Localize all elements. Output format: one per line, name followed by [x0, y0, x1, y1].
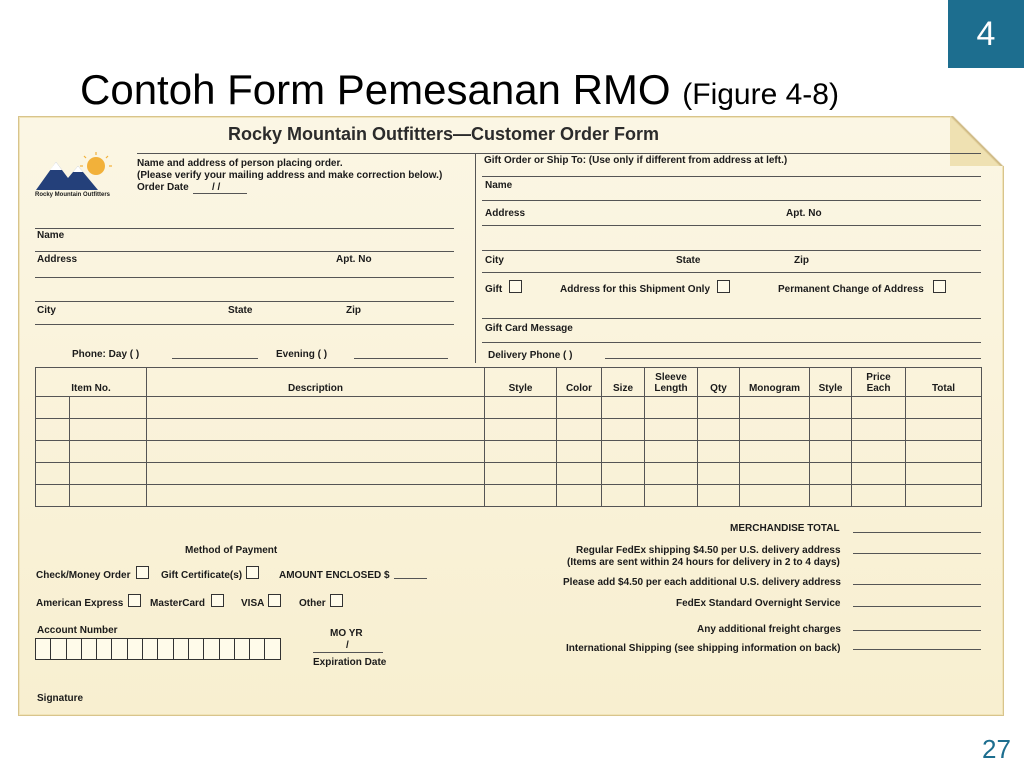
- cell[interactable]: [602, 441, 645, 463]
- ship-to-address-label: Address: [485, 208, 526, 219]
- cell[interactable]: [698, 419, 740, 441]
- delivery-phone-field[interactable]: [605, 358, 981, 359]
- account-digit-cell[interactable]: [127, 638, 143, 660]
- ship-to-zip-label: Zip: [794, 255, 809, 266]
- cell[interactable]: [36, 419, 70, 441]
- check-checkbox[interactable]: [136, 566, 149, 579]
- permanent-change-checkbox[interactable]: [933, 280, 946, 293]
- cell[interactable]: [147, 485, 485, 507]
- orderer-address-line2[interactable]: [35, 301, 454, 302]
- cell[interactable]: [810, 441, 852, 463]
- form-title: Rocky Mountain Outfitters—Customer Order Form: [228, 124, 660, 144]
- cell[interactable]: [645, 441, 698, 463]
- phone-evening-label: Evening ( ): [276, 349, 328, 360]
- slide-title-text: Contoh Form Pemesanan RMO: [80, 66, 671, 113]
- col-size: Size: [602, 368, 645, 397]
- cell[interactable]: [906, 485, 982, 507]
- ship-to-city-label: City: [485, 255, 504, 266]
- cell[interactable]: [70, 441, 147, 463]
- delivery-phone-label: Delivery Phone ( ): [488, 350, 573, 361]
- account-digit-cell[interactable]: [249, 638, 265, 660]
- table-header-row: [36, 368, 982, 397]
- merchandise-total-label: MERCHANDISE TOTAL: [730, 523, 840, 534]
- cell[interactable]: [852, 397, 906, 419]
- amount-enclosed-field[interactable]: [394, 578, 427, 579]
- ship-to-address-line2[interactable]: [482, 250, 981, 251]
- cell[interactable]: [740, 463, 810, 485]
- freight-label: Any additional freight charges: [697, 624, 841, 635]
- cell[interactable]: [852, 441, 906, 463]
- cell[interactable]: [70, 419, 147, 441]
- orderer-city-label: City: [37, 305, 56, 316]
- table-row: [36, 463, 982, 485]
- cell[interactable]: [70, 463, 147, 485]
- amex-label: American Express: [36, 598, 124, 609]
- ship-to-rule-gift: [482, 318, 981, 319]
- amex-checkbox[interactable]: [128, 594, 141, 607]
- cell[interactable]: [906, 441, 982, 463]
- account-digit-cell[interactable]: [35, 638, 51, 660]
- account-digit-cell[interactable]: [203, 638, 219, 660]
- permanent-change-label: Permanent Change of Address: [778, 284, 924, 295]
- cell[interactable]: [485, 419, 557, 441]
- cell[interactable]: [602, 463, 645, 485]
- orderer-apt-label: Apt. No: [336, 254, 372, 265]
- table-body: [36, 397, 982, 507]
- expiration-field[interactable]: [313, 652, 383, 653]
- account-digit-cell[interactable]: [173, 638, 189, 660]
- additional-address-label: Please add $4.50 per each additional U.S. delivery address: [563, 577, 841, 588]
- cell[interactable]: [147, 419, 485, 441]
- orderer-state-label: State: [228, 305, 253, 316]
- figure-reference: (Figure 4-8): [682, 78, 839, 111]
- cell[interactable]: [36, 397, 70, 419]
- cell[interactable]: [906, 397, 982, 419]
- cell[interactable]: [810, 485, 852, 507]
- cell[interactable]: [602, 397, 645, 419]
- cell[interactable]: [698, 463, 740, 485]
- orderer-address-field[interactable]: [35, 277, 454, 278]
- account-digit-cell[interactable]: [50, 638, 66, 660]
- expiration-label: Expiration Date: [313, 657, 387, 668]
- account-digit-cell[interactable]: [188, 638, 204, 660]
- payment-heading: Method of Payment: [185, 545, 278, 556]
- table-row: [36, 485, 982, 507]
- mo-yr-label: MO YR: [330, 628, 363, 639]
- cell[interactable]: [810, 419, 852, 441]
- expiration-slash: /: [346, 640, 349, 651]
- address-shipment-label: Address for this Shipment Only: [560, 284, 711, 295]
- regular-fedex-field[interactable]: [853, 553, 981, 554]
- cell[interactable]: [70, 485, 147, 507]
- merchandise-total-field[interactable]: [853, 532, 981, 533]
- cell[interactable]: [557, 441, 602, 463]
- phone-evening-field[interactable]: [354, 358, 448, 359]
- order-items-table: [35, 367, 982, 507]
- cell[interactable]: [906, 419, 982, 441]
- ship-to-state-label: State: [676, 255, 701, 266]
- ship-to-address-field[interactable]: [482, 225, 981, 226]
- cell[interactable]: [485, 463, 557, 485]
- gift-cert-label: Gift Certificate(s): [161, 570, 243, 581]
- additional-address-field[interactable]: [853, 584, 981, 585]
- other-label: Other: [299, 598, 326, 609]
- cell[interactable]: [740, 397, 810, 419]
- cell[interactable]: [740, 441, 810, 463]
- ship-to-rule-1: [482, 176, 981, 177]
- gift-card-message-label: Gift Card Message: [485, 323, 573, 334]
- international-field[interactable]: [853, 649, 981, 650]
- page-number: 27: [982, 734, 1011, 764]
- orderer-name-label: Name: [37, 230, 65, 241]
- cell[interactable]: [698, 485, 740, 507]
- account-number-label: Account Number: [37, 625, 118, 636]
- cell[interactable]: [906, 463, 982, 485]
- account-digit-cell[interactable]: [157, 638, 173, 660]
- regular-fedex-note: (Items are sent within 24 hours for delivery in 2 to 4 days): [567, 557, 840, 568]
- cell[interactable]: [36, 441, 70, 463]
- col-sleeve-length: Sleeve Length: [645, 368, 698, 397]
- cell[interactable]: [70, 397, 147, 419]
- phone-day-field[interactable]: [172, 358, 258, 359]
- cell[interactable]: [852, 463, 906, 485]
- cell[interactable]: [557, 485, 602, 507]
- regular-fedex-label: Regular FedEx shipping $4.50 per U.S. delivery address: [576, 545, 841, 556]
- cell[interactable]: [602, 419, 645, 441]
- cell[interactable]: [147, 397, 485, 419]
- phone-day-label: Phone: Day ( ): [72, 349, 140, 360]
- orderer-subheading: (Please verify your mailing address and make correction below.): [137, 170, 443, 181]
- other-checkbox[interactable]: [330, 594, 343, 607]
- account-digit-cell[interactable]: [219, 638, 235, 660]
- cell[interactable]: [147, 463, 485, 485]
- col-color: Color: [557, 368, 602, 397]
- divider-top: [35, 228, 454, 229]
- col-price-each: Price Each: [852, 368, 906, 397]
- cell[interactable]: [557, 419, 602, 441]
- cell[interactable]: [602, 485, 645, 507]
- col-total: Total: [906, 368, 982, 397]
- ship-to-city-field[interactable]: [482, 272, 981, 273]
- cell[interactable]: [740, 485, 810, 507]
- ship-to-name-field[interactable]: [482, 200, 981, 201]
- cell[interactable]: [810, 397, 852, 419]
- cell[interactable]: [852, 485, 906, 507]
- logo-caption: Rocky Mountain Outfitters: [35, 192, 111, 198]
- amount-enclosed-label: AMOUNT ENCLOSED $: [279, 570, 390, 581]
- order-date-separators: / /: [212, 182, 221, 193]
- account-digit-cell[interactable]: [111, 638, 127, 660]
- mastercard-label: MasterCard: [150, 598, 206, 609]
- check-label: Check/Money Order: [36, 570, 131, 581]
- orderer-city-field[interactable]: [35, 324, 454, 325]
- table-row: [36, 397, 982, 419]
- table-row: [36, 441, 982, 463]
- orderer-heading: Name and address of person placing order.: [137, 158, 343, 169]
- ship-to-heading: Gift Order or Ship To: (Use only if different from address at left.): [484, 155, 788, 166]
- cell[interactable]: [645, 485, 698, 507]
- page-fold-corner: [950, 116, 1004, 166]
- overnight-label: FedEx Standard Overnight Service: [676, 598, 841, 609]
- account-digit-cell[interactable]: [81, 638, 97, 660]
- cell[interactable]: [147, 441, 485, 463]
- gift-label: Gift: [485, 284, 503, 295]
- cell[interactable]: [36, 485, 70, 507]
- account-digit-cell[interactable]: [234, 638, 250, 660]
- order-date-label: Order Date: [137, 182, 189, 193]
- visa-label: VISA: [241, 598, 265, 609]
- account-number-field[interactable]: [35, 638, 280, 660]
- orderer-name-field[interactable]: [35, 251, 454, 252]
- orderer-zip-label: Zip: [346, 305, 361, 316]
- account-digit-cell[interactable]: [66, 638, 82, 660]
- cell[interactable]: [557, 397, 602, 419]
- ship-to-name-label: Name: [485, 180, 513, 191]
- visa-checkbox[interactable]: [268, 594, 281, 607]
- cell[interactable]: [485, 441, 557, 463]
- col-monogram: Monogram: [740, 368, 810, 397]
- cell[interactable]: [740, 419, 810, 441]
- mastercard-checkbox[interactable]: [211, 594, 224, 607]
- chapter-badge: 4: [948, 0, 1024, 68]
- table-row: [36, 419, 982, 441]
- col-item-no: Item No.: [36, 368, 147, 397]
- cell[interactable]: [852, 419, 906, 441]
- column-divider: [475, 153, 476, 363]
- cell[interactable]: [36, 463, 70, 485]
- cell[interactable]: [810, 463, 852, 485]
- cell[interactable]: [645, 463, 698, 485]
- col-style: Style: [485, 368, 557, 397]
- ship-to-apt-label: Apt. No: [786, 208, 822, 219]
- overnight-field[interactable]: [853, 606, 981, 607]
- gift-checkbox[interactable]: [509, 280, 522, 293]
- cell[interactable]: [698, 441, 740, 463]
- slide-title: [80, 66, 839, 114]
- cell[interactable]: [645, 419, 698, 441]
- account-digit-cell[interactable]: [142, 638, 158, 660]
- col-qty: Qty: [698, 368, 740, 397]
- account-digit-cell[interactable]: [264, 638, 280, 660]
- gift-card-message-field[interactable]: [482, 342, 981, 343]
- cell[interactable]: [485, 485, 557, 507]
- address-shipment-checkbox[interactable]: [717, 280, 730, 293]
- international-label: International Shipping (see shipping information on back): [566, 643, 841, 654]
- cell[interactable]: [645, 397, 698, 419]
- form-header-rule: [137, 153, 981, 154]
- account-digit-cell[interactable]: [96, 638, 112, 660]
- gift-cert-checkbox[interactable]: [246, 566, 259, 579]
- orderer-address-label: Address: [37, 254, 78, 265]
- cell[interactable]: [485, 397, 557, 419]
- signature-label: Signature: [37, 693, 84, 704]
- col-monogram-style: Style: [810, 368, 852, 397]
- cell[interactable]: [698, 397, 740, 419]
- freight-field[interactable]: [853, 630, 981, 631]
- cell[interactable]: [557, 463, 602, 485]
- col-description: Description: [147, 368, 485, 397]
